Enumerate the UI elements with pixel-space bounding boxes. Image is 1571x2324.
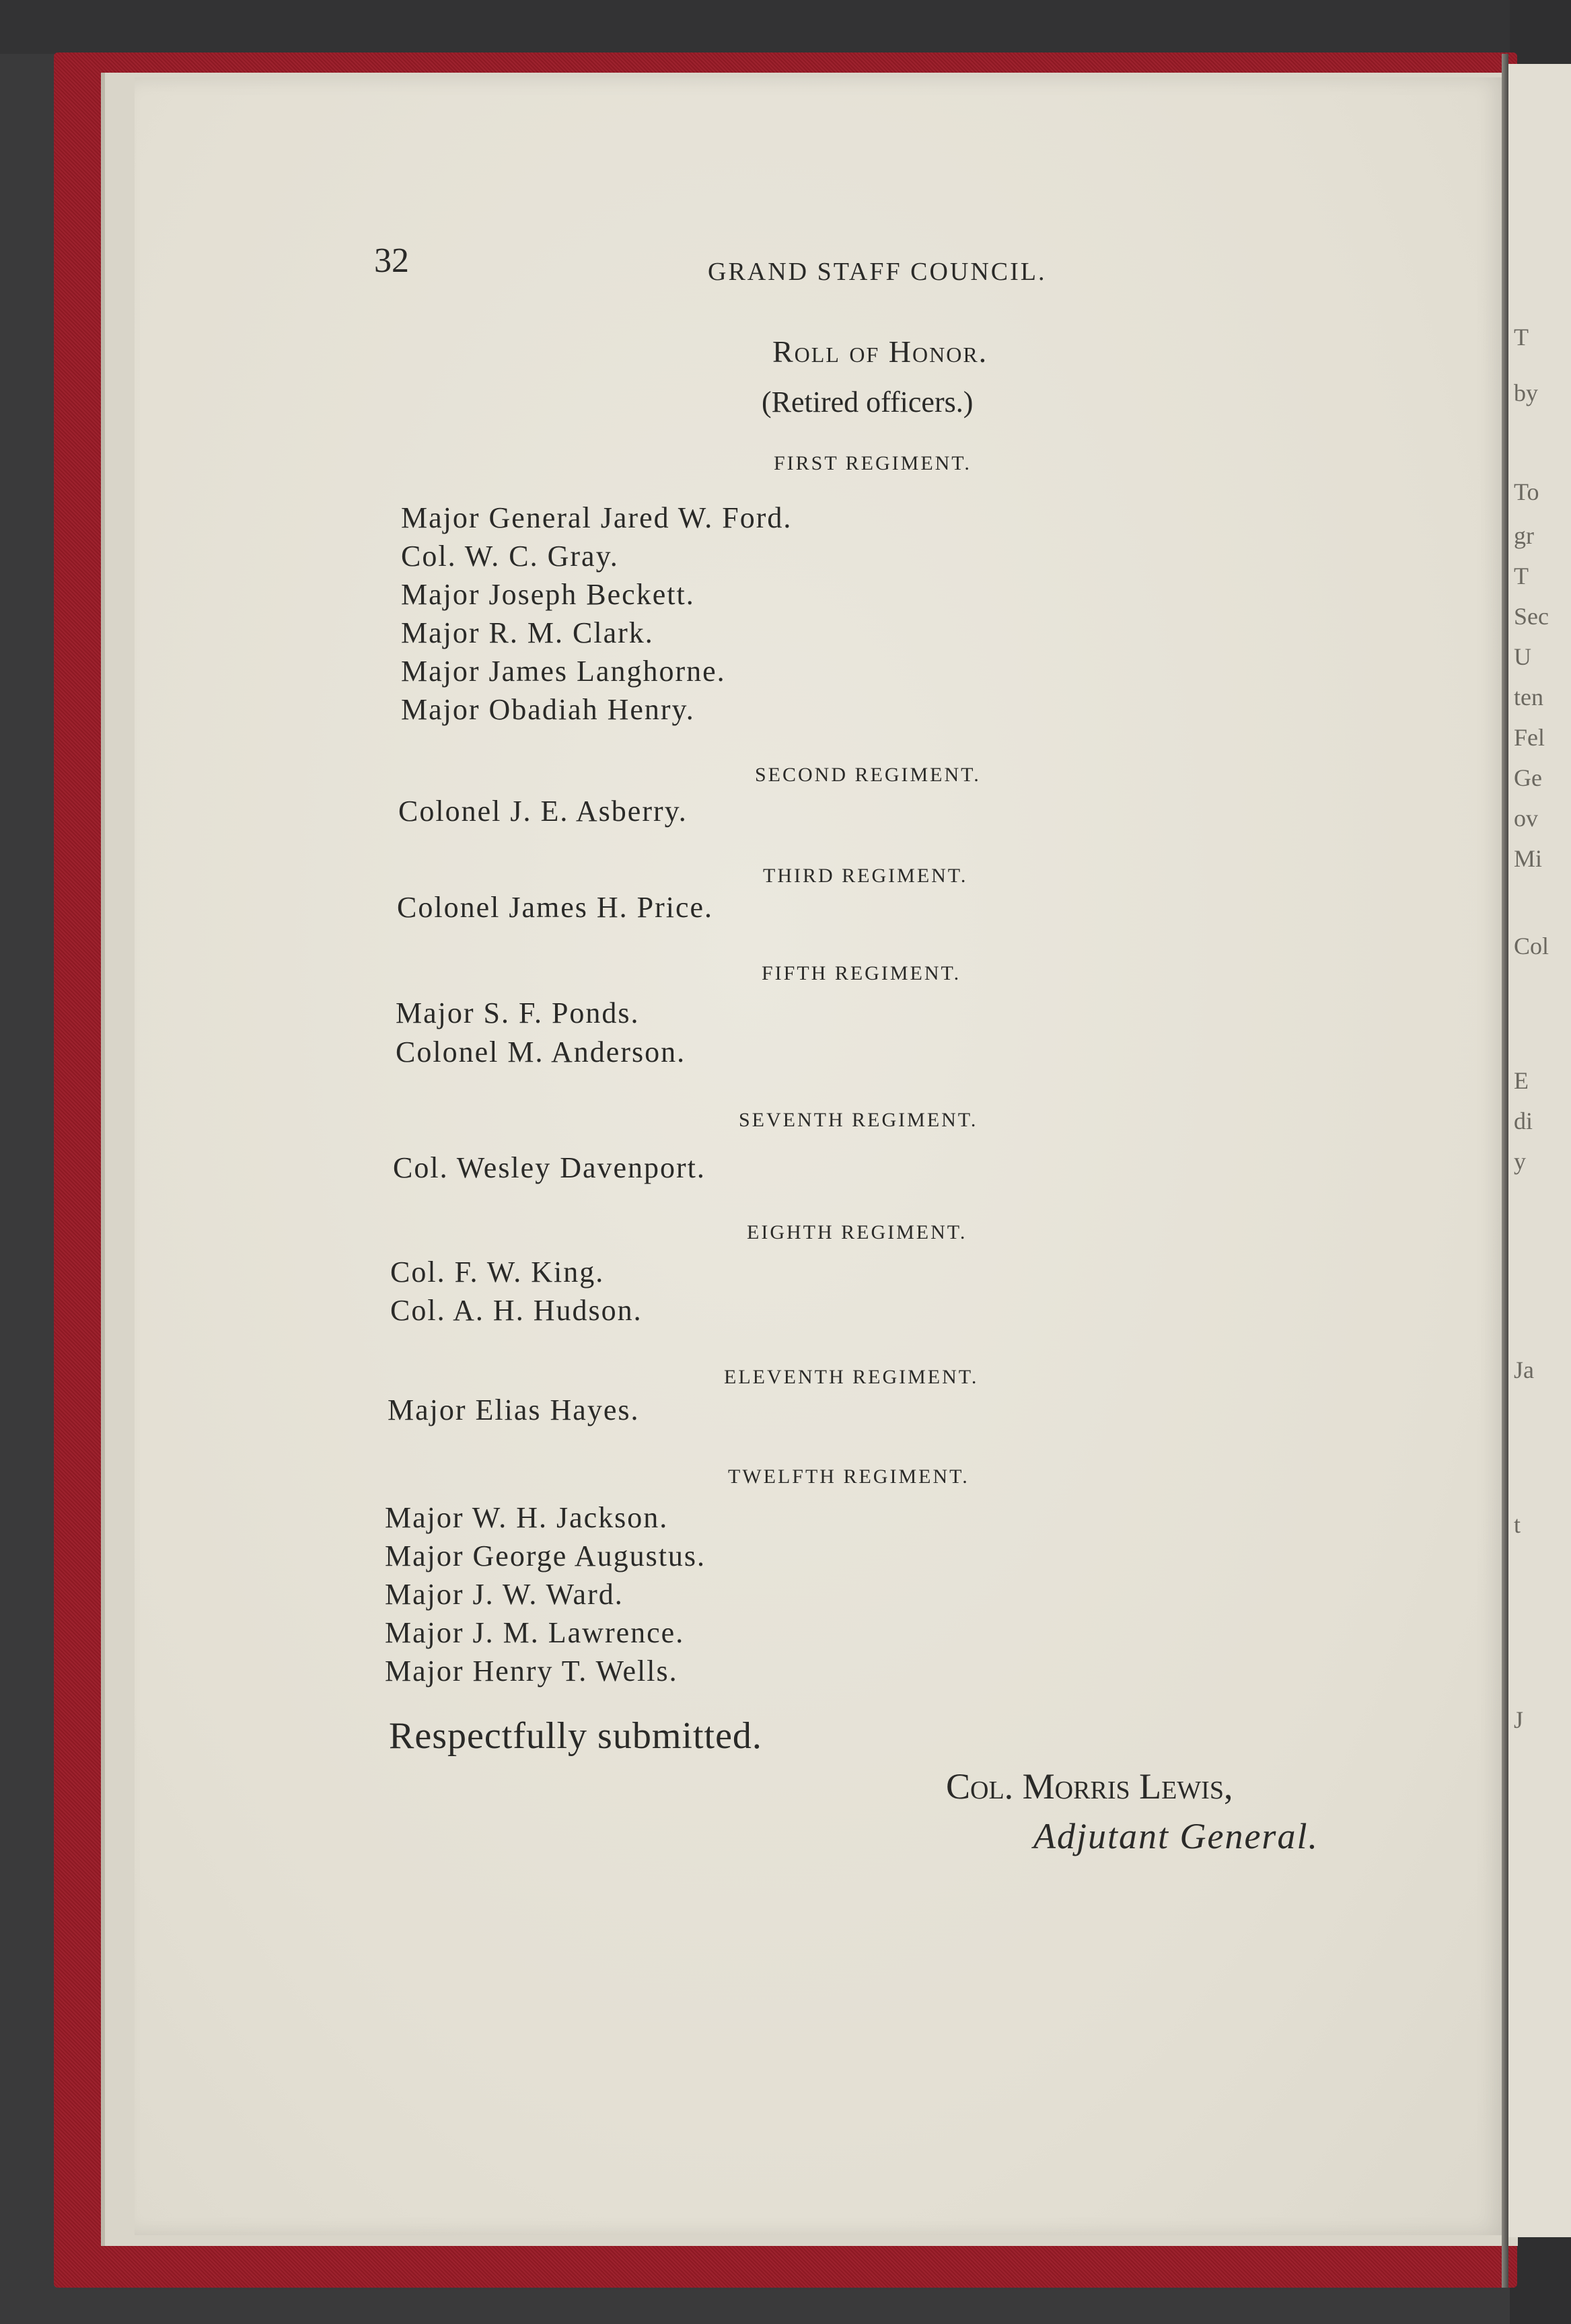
backdrop — [0, 0, 1571, 54]
facing-page-fragment: y — [1514, 1148, 1526, 1175]
roll-subtitle: (Retired officers.) — [762, 386, 974, 419]
honoree-name: Major W. H. Jackson. — [385, 1501, 669, 1534]
honoree-name: Major J. W. Ward. — [385, 1578, 624, 1611]
facing-page-fragment: J — [1514, 1706, 1524, 1733]
honoree-name: Major R. M. Clark. — [401, 616, 654, 649]
honoree-name: Major James Langhorne. — [401, 655, 726, 688]
closing-line: Respectfully submitted. — [389, 1715, 762, 1757]
facing-page-fragment: Col — [1514, 933, 1549, 959]
facing-page-fragment: T — [1514, 562, 1529, 589]
honoree-name: Major Obadiah Henry. — [401, 693, 695, 726]
honoree-name: Major Henry T. Wells. — [385, 1655, 678, 1687]
facing-page — [1508, 64, 1571, 2237]
honoree-name: Major George Augustus. — [385, 1539, 706, 1572]
section-heading: SECOND REGIMENT. — [755, 764, 981, 786]
facing-page-fragment: U — [1514, 643, 1531, 670]
honoree-name: Colonel M. Anderson. — [396, 1036, 686, 1068]
section-heading: TWELFTH REGIMENT. — [728, 1465, 970, 1488]
facing-page-fragment: t — [1514, 1511, 1521, 1538]
section-heading: THIRD REGIMENT. — [763, 865, 968, 887]
facing-page-fragment: Sec — [1514, 603, 1549, 630]
facing-page-fragment: Mi — [1514, 845, 1543, 872]
honoree-name: Major Elias Hayes. — [388, 1393, 640, 1426]
page-number: 32 — [374, 242, 409, 280]
facing-page-fragment: To — [1514, 478, 1539, 505]
section-heading: SEVENTH REGIMENT. — [739, 1109, 978, 1131]
honoree-name: Major General Jared W. Ford. — [401, 501, 793, 534]
honoree-name: Colonel J. E. Asberry. — [398, 795, 688, 828]
honoree-name: Col. F. W. King. — [390, 1256, 605, 1288]
section-heading: EIGHTH REGIMENT. — [747, 1221, 967, 1243]
facing-page-fragment: gr — [1514, 522, 1534, 549]
book-gutter — [1502, 54, 1508, 2288]
honoree-name: Col. Wesley Davenport. — [393, 1151, 706, 1184]
signature-title: Adjutant General. — [1033, 1816, 1319, 1856]
facing-page-fragment: ov — [1514, 805, 1538, 832]
section-heading: FIFTH REGIMENT. — [762, 962, 961, 984]
facing-page-fragment: E — [1514, 1067, 1529, 1094]
roll-title: Roll of Honor. — [772, 334, 988, 369]
signature-name: Col. Morris Lewis, — [946, 1766, 1233, 1807]
facing-page-fragment: di — [1514, 1107, 1533, 1134]
honoree-name: Col. A. H. Hudson. — [390, 1294, 643, 1327]
running-head: GRAND STAFF COUNCIL. — [708, 258, 1047, 286]
facing-page-fragment: T — [1514, 324, 1529, 351]
honoree-name: Major S. F. Ponds. — [396, 996, 640, 1029]
facing-page-fragment: ten — [1514, 684, 1543, 711]
section-heading: FIRST REGIMENT. — [774, 452, 972, 474]
honoree-name: Major J. M. Lawrence. — [385, 1616, 685, 1649]
honoree-name: Col. W. C. Gray. — [401, 540, 619, 573]
facing-page-fragment: Ja — [1514, 1356, 1534, 1383]
section-heading: ELEVENTH REGIMENT. — [724, 1366, 979, 1388]
honoree-name: Major Joseph Beckett. — [401, 578, 695, 611]
facing-page-fragment: Ge — [1514, 764, 1542, 791]
facing-page-fragment: Fel — [1514, 724, 1545, 751]
facing-page-fragment: by — [1514, 379, 1538, 406]
honoree-name: Colonel James H. Price. — [397, 891, 714, 924]
